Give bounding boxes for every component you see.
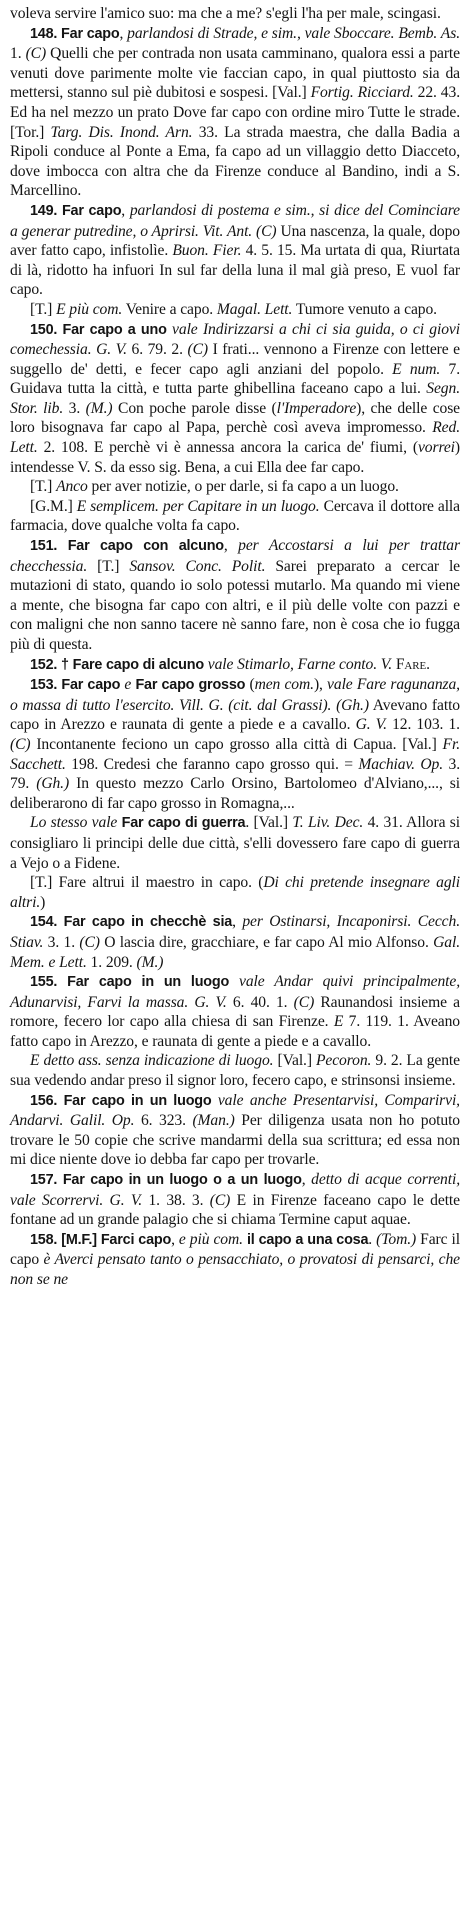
entry-text: , <box>301 1171 312 1189</box>
italic-text: Buon. Fier. <box>172 242 242 260</box>
entry-headword: 148. Far capo <box>30 25 120 42</box>
entry-paragraph-e150t <box>10 477 460 497</box>
entry-text: 3. <box>63 399 86 417</box>
small-caps-reference: Fare <box>395 655 427 673</box>
entry-text: , <box>121 201 130 219</box>
italic-text: T. Liv. Dec. <box>292 814 364 832</box>
italic-text: Fortig. Ricciard. <box>310 84 414 102</box>
entry-headword: 155. Far capo in un luogo <box>30 974 230 991</box>
entry-text: Cercava il dottore alla farmacia, dove qualche volta fa capo. <box>10 497 460 535</box>
entry-text: Farc il capo <box>10 1230 460 1269</box>
entry-text: O lascia dire, gracchiare, e far capo Al mio Alfonso. <box>99 933 434 951</box>
entry-text: . <box>368 1230 377 1248</box>
entry-text: ( <box>245 676 255 694</box>
entry-text: Una nascenza, la quale, dopo aver fatto capo, infistolìe. <box>10 222 460 260</box>
entry-text: Quelli che per contrada non usata camminano, qualora essi a parte venuti dove parimente molte vie faccian capo, in qual piuttosto sia da mettersi, stanno sul piè dubitosi e sospesi. [Val.] <box>10 45 460 102</box>
entry-paragraph-e157 <box>10 1170 460 1230</box>
italic-text: detto di acque correnti, vale Scorrervi. G. V. <box>10 1171 461 1209</box>
italic-text: (C) <box>209 1191 231 1209</box>
entry-text: . [Val.] <box>245 814 293 832</box>
italic-text: (C) <box>187 341 208 359</box>
entry-text: ) <box>40 893 46 911</box>
entry-headword: 153. Far capo <box>30 677 121 694</box>
entry-text: 6. 79. 2. <box>126 341 188 359</box>
entry-paragraph-e153 <box>10 675 460 813</box>
italic-text: Pecoron. <box>315 1052 372 1070</box>
entry-text: 3. 79. <box>10 755 460 793</box>
entry-text: 3. 1. <box>43 933 80 951</box>
entry-text: In questo mezzo Carlo Orsino, Bartolomeo d'Alviano,..., si deliberarono di far capo grosso in Romagna,... <box>10 775 460 812</box>
entry-text: 4. 5. 15. Ma urtata di qua, Riurtata di là, ridotto ha infuori In sul far della luna il mal già preso, E vuol far capo. <box>10 242 460 299</box>
entry-headword: 154. Far capo in checchè sia <box>30 914 233 931</box>
italic-text: (C) <box>79 933 100 951</box>
italic-text: (M.) <box>85 399 113 417</box>
entry-text: E in Firenze faceano capo le dette fontane ad un grande palagio che si chiama Termine caput aquae. <box>10 1191 460 1229</box>
entry-paragraph-e149t <box>10 300 460 320</box>
entry-text: 33. La strada maestra, che dalla Badia a Ripoli conduce al Ponte a Ema, fa capo ad un villaggio detto Diacceto, dove imbocca con altra che da Firenze conduce al Bandino, indi a S. Marcellino. <box>10 123 460 200</box>
entry-text: . <box>426 655 430 673</box>
italic-text: (C) <box>10 735 31 753</box>
italic-text: E num. <box>392 360 441 378</box>
entry-text: Raunandosi insieme a romore, fecero lor capo alla chiesa di san Firenze. <box>10 993 460 1031</box>
italic-text: Gal. Mem. e Lett. <box>10 933 460 971</box>
italic-text: (M.) <box>136 953 164 971</box>
italic-text: (C) <box>25 45 47 63</box>
entry-text: per aver notizie, o per darle, si fa capo a un luogo. <box>87 478 399 496</box>
entry-text: I frati... vennono a Firenze con lettere e suggello de' detti, e fecer capo agli anziani del popolo. <box>10 341 460 378</box>
entry-text: 1. 209. <box>86 953 137 971</box>
entry-paragraph-e152 <box>10 655 460 676</box>
entry-text: Incontanente feciono un capo grosso alla città di Capua. [Val.] <box>30 735 443 753</box>
entry-text: Tumore venuto a capo. <box>292 300 437 318</box>
entry-paragraph-e156 <box>10 1091 460 1170</box>
italic-text: Sansov. Conc. Polit. <box>129 557 266 575</box>
entry-headword: 150. Far capo a uno <box>30 321 167 338</box>
entry-text: 198. Credesi che faranno capo grosso qui. = <box>65 755 359 773</box>
italic-text: Targ. Dis. Inond. Arn. <box>50 123 193 141</box>
italic-text: E più com. <box>56 300 123 318</box>
italic-text: vale Andar quivi principalmente, Adunarvisi, Farvi la massa. G. V. <box>10 973 460 1011</box>
italic-text: (Tom.) <box>376 1230 417 1248</box>
italic-text: G. V. <box>355 716 387 734</box>
italic-text: e più com. <box>178 1230 243 1248</box>
italic-text: E detto ass. senza indicazione di luogo. <box>30 1052 274 1070</box>
italic-text: l'Imperadore <box>276 399 357 417</box>
italic-text: Segn. Stor. lib. <box>10 380 460 417</box>
entry-paragraph-e153b <box>10 813 460 873</box>
italic-text: e <box>124 676 132 694</box>
entry-headword: 157. Far capo in un luogo o a un luogo <box>30 1172 302 1189</box>
entry-text: [T.] <box>30 478 57 496</box>
entry-text: Avevano fatto capo in Arezzo e raunata di gente a piede e a cavallo. <box>10 696 460 734</box>
italic-text: E <box>333 1013 344 1031</box>
entry-text <box>229 973 239 990</box>
entry-paragraph-e155b <box>10 1051 460 1090</box>
italic-text: vorrei <box>417 439 455 457</box>
entry-text: , <box>223 537 239 555</box>
entry-text: 7. Guidava tutta la città, e tutta parte ghibellina faceano capo a lui. <box>10 360 460 398</box>
entry-text: 7. 119. 1. Aveano fatto capo in Arezzo, e raunata di gente a piede e a cavallo. <box>10 1013 460 1050</box>
entry-text: [Val.] <box>273 1052 316 1070</box>
entry-paragraph-cont <box>10 4 460 24</box>
italic-text: E semplicem. per Capitare in un luogo. <box>76 497 320 515</box>
entry-paragraph-e158 <box>10 1230 460 1290</box>
italic-text: parlandosi di Strade, e sim., vale Sboccare. Bemb. As. <box>127 24 460 42</box>
entry-text: 1. 38. 3. <box>142 1191 210 1209</box>
italic-text: Machiav. Op. <box>358 755 444 773</box>
entry-text: 22. 43. Ed ha nel mezzo un prato Dove far capo con ordine miro Tutte le strade. [Tor.] <box>10 84 460 141</box>
entry-text: , <box>119 24 128 42</box>
entry-paragraph-e150g <box>10 497 460 536</box>
entry-text: 2. 108. E perchè vi è annessa ancora la carica de' fiumi, ( <box>37 439 418 457</box>
entry-paragraph-e154 <box>10 912 460 972</box>
italic-text: Anco <box>56 478 88 496</box>
entry-text: 4. 31. Allora si consigliaro li principi delle due città, s'elli dovessero fare capo di guerra a Vejo o a Fidene. <box>10 814 460 872</box>
entry-text: [T.] <box>30 300 57 318</box>
entry-text: Venire a capo. <box>122 300 217 318</box>
entry-paragraph-e153t <box>10 873 460 912</box>
italic-text: Di chi pretende insegnare agli altri. <box>10 874 460 911</box>
entry-paragraph-e150 <box>10 320 460 478</box>
entry-text: , <box>171 1230 179 1248</box>
entry-paragraph-e148 <box>10 24 460 201</box>
italic-text: per Accostarsi a lui per trattar checchessia. <box>10 537 460 575</box>
entry-text: [T.] Fare altrui il maestro in capo. ( <box>30 874 264 892</box>
italic-text: per Ostinarsi, Incaponirsi. Cecch. Stiav. <box>10 913 460 951</box>
entry-text: Sarei preparato a cercar le mutazioni di stato, quando io solo potessi mutarlo. Ma quando mi viene a mente, che bisogna far capo con altri, e il più delle volte con pazzi e con maligni che non sanno tacere nè sanno fare, non è cosa che io fugga più di questa. <box>10 557 460 653</box>
entry-text: 12. 103. 1. <box>386 716 460 734</box>
italic-text: (C) <box>293 993 315 1011</box>
entry-paragraph-e155 <box>10 972 460 1051</box>
italic-text: vale Indirizzarsi a chi ci sia guida, o ci giovi comechessia. G. V. <box>10 320 460 359</box>
entry-headword: 158. [M.F.] Farci capo <box>30 1231 172 1248</box>
italic-text: (Gh.) <box>36 775 70 793</box>
italic-text: Lo stesso vale <box>30 814 118 832</box>
entry-headword: 156. Far capo in un luogo <box>30 1092 212 1109</box>
italic-text: parlandosi di postema e sim., si dice del Cominciare a generar putredine, o Aprirsi. Vit. Ant. (C) <box>10 201 461 240</box>
entry-text: [G.M.] <box>30 497 77 515</box>
entry-headword: 152. † Fare capo di alcuno <box>30 656 204 673</box>
italic-text: è Averci pensato tanto o pensacchiato, o provatosi di pensarci, che non se ne <box>10 1251 460 1288</box>
entry-text: , <box>232 913 243 931</box>
entry-text: voleva servire l'amico suo: ma che a me? s'egli l'ha per male, scingasi. <box>10 5 441 22</box>
entry-text: ), che delle cose loro bisognava far capo al Papa, perchè così aveva impromesso. <box>10 399 460 437</box>
italic-text: Red. Lett. <box>10 419 460 457</box>
entry-text: 6. 40. 1. <box>226 993 294 1011</box>
entry-text: Con poche parole disse ( <box>112 399 277 417</box>
italic-text: vale anche Presentarvisi, Comparirvi, Andarvi. Galil. Op. <box>10 1091 460 1130</box>
entry-headword: Far capo grosso <box>135 677 246 694</box>
entry-paragraph-e151 <box>10 536 460 655</box>
entry-text: Per diligenza usata non ho potuto trovare le 50 copie che scrive mandarmi della sua scrittura; ed essa non mi dice niente dove io debba far capo per trovarle. <box>10 1112 460 1169</box>
entry-paragraph-e149 <box>10 201 460 300</box>
entry-headword: 151. Far capo con alcuno <box>30 538 224 555</box>
italic-text: vale Fare ragunanza, o massa di tutto l'esercito. Vill. G. (cit. dal Grassi). (Gh.) <box>10 676 460 714</box>
entry-text: ) intendesse V. S. da esso sig. Bena, a cui Ella dee far capo. <box>10 439 460 476</box>
italic-text: Magal. Lett. <box>216 300 293 318</box>
entry-text: ), <box>313 676 328 694</box>
entry-headword: il capo a una cosa <box>246 1231 369 1248</box>
italic-text: Fr. Sacchett. <box>10 735 460 773</box>
italic-text: (Man.) <box>192 1112 235 1130</box>
entry-headword: Far capo di guerra <box>121 815 246 832</box>
entry-text: 9. 2. La gente sua vedendo andar preso il signor loro, fecero capo, e strinsonsi insieme. <box>10 1052 460 1090</box>
italic-text: vale Stimarlo, Farne conto. V. <box>207 655 393 673</box>
entry-text: 6. 323. <box>134 1112 193 1130</box>
italic-text: men com. <box>254 676 314 694</box>
entry-text: 1. <box>10 45 26 63</box>
entry-headword: 149. Far capo <box>30 202 122 219</box>
entry-text: [T.] <box>87 557 130 575</box>
